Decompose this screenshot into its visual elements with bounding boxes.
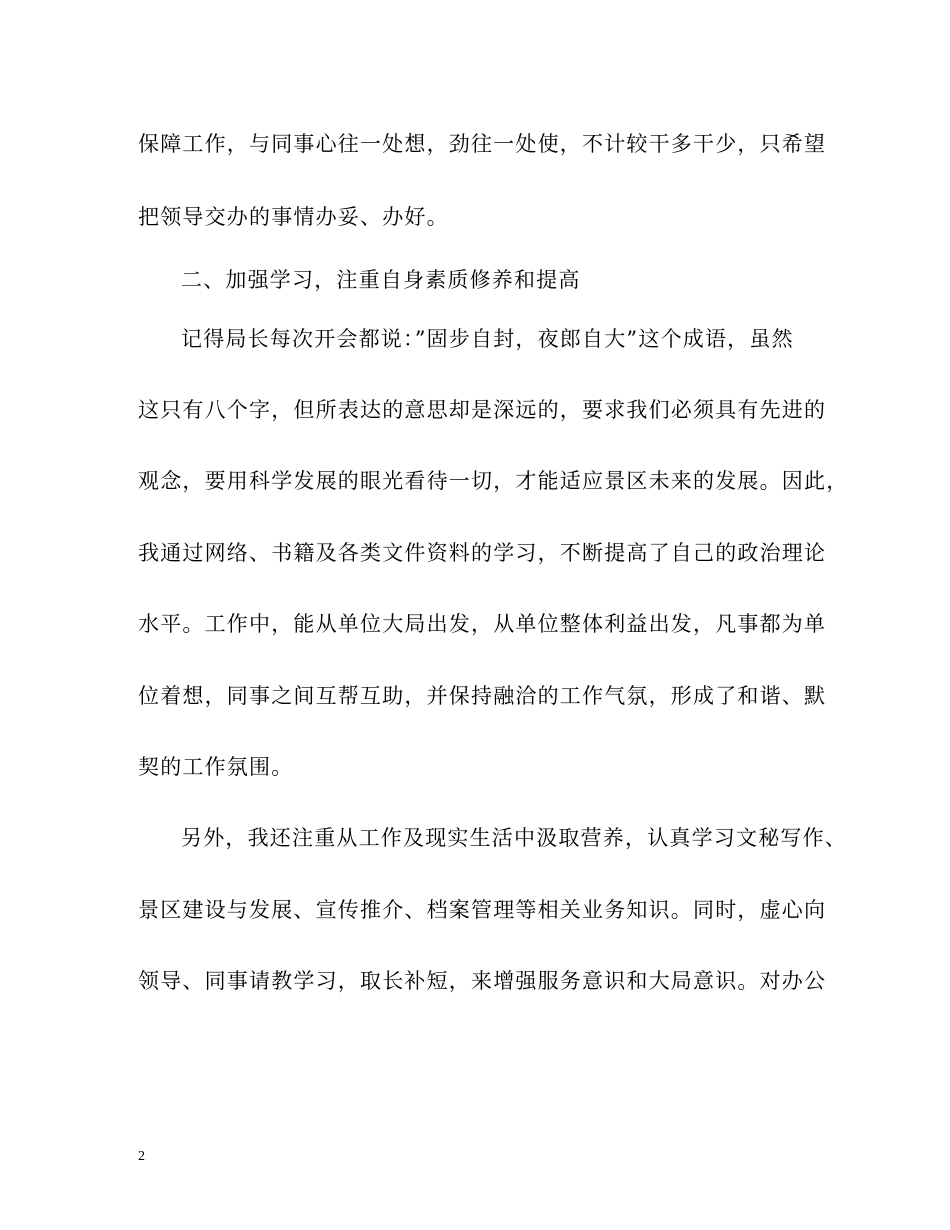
body-text-line: 记得局长每次开会都说：”固步自封，夜郎自大”这个成语，虽然 xyxy=(181,327,794,351)
body-text-line: 我通过网络、书籍及各类文件资料的学习，不断提高了自己的政治理论 xyxy=(138,541,827,565)
body-text-line: 契的工作氛围。 xyxy=(138,755,294,779)
body-text-line: 另外，我还注重从工作及现实生活中汲取营养，认真学习文秘写作、 xyxy=(181,826,847,850)
body-text-line: 领导、同事请教学习，取长补短，来增强服务意识和大局意识。对办公 xyxy=(138,969,827,993)
body-text-line: 这只有八个字，但所表达的意思却是深远的，要求我们必须具有先进的 xyxy=(138,398,827,422)
body-text-line: 保障工作，与同事心往一处想，劲往一处使，不计较干多干少，只希望 xyxy=(138,132,827,156)
page-number: 2 xyxy=(138,1149,145,1164)
body-text-line: 位着想，同事之间互帮互助，并保持融洽的工作气氛，形成了和谐、默 xyxy=(138,684,827,708)
body-text-line: 观念，要用科学发展的眼光看待一切，才能适应景区未来的发展。因此， xyxy=(138,469,849,493)
section-heading: 二、加强学习，注重自身素质修养和提高 xyxy=(181,268,581,292)
body-text-line: 把领导交办的事情办妥、办好。 xyxy=(138,205,449,229)
body-text-line: 景区建设与发展、宣传推介、档案管理等相关业务知识。同时，虚心向 xyxy=(138,898,827,922)
body-text-line: 水平。工作中，能从单位大局出发，从单位整体利益出发，凡事都为单 xyxy=(138,612,827,636)
